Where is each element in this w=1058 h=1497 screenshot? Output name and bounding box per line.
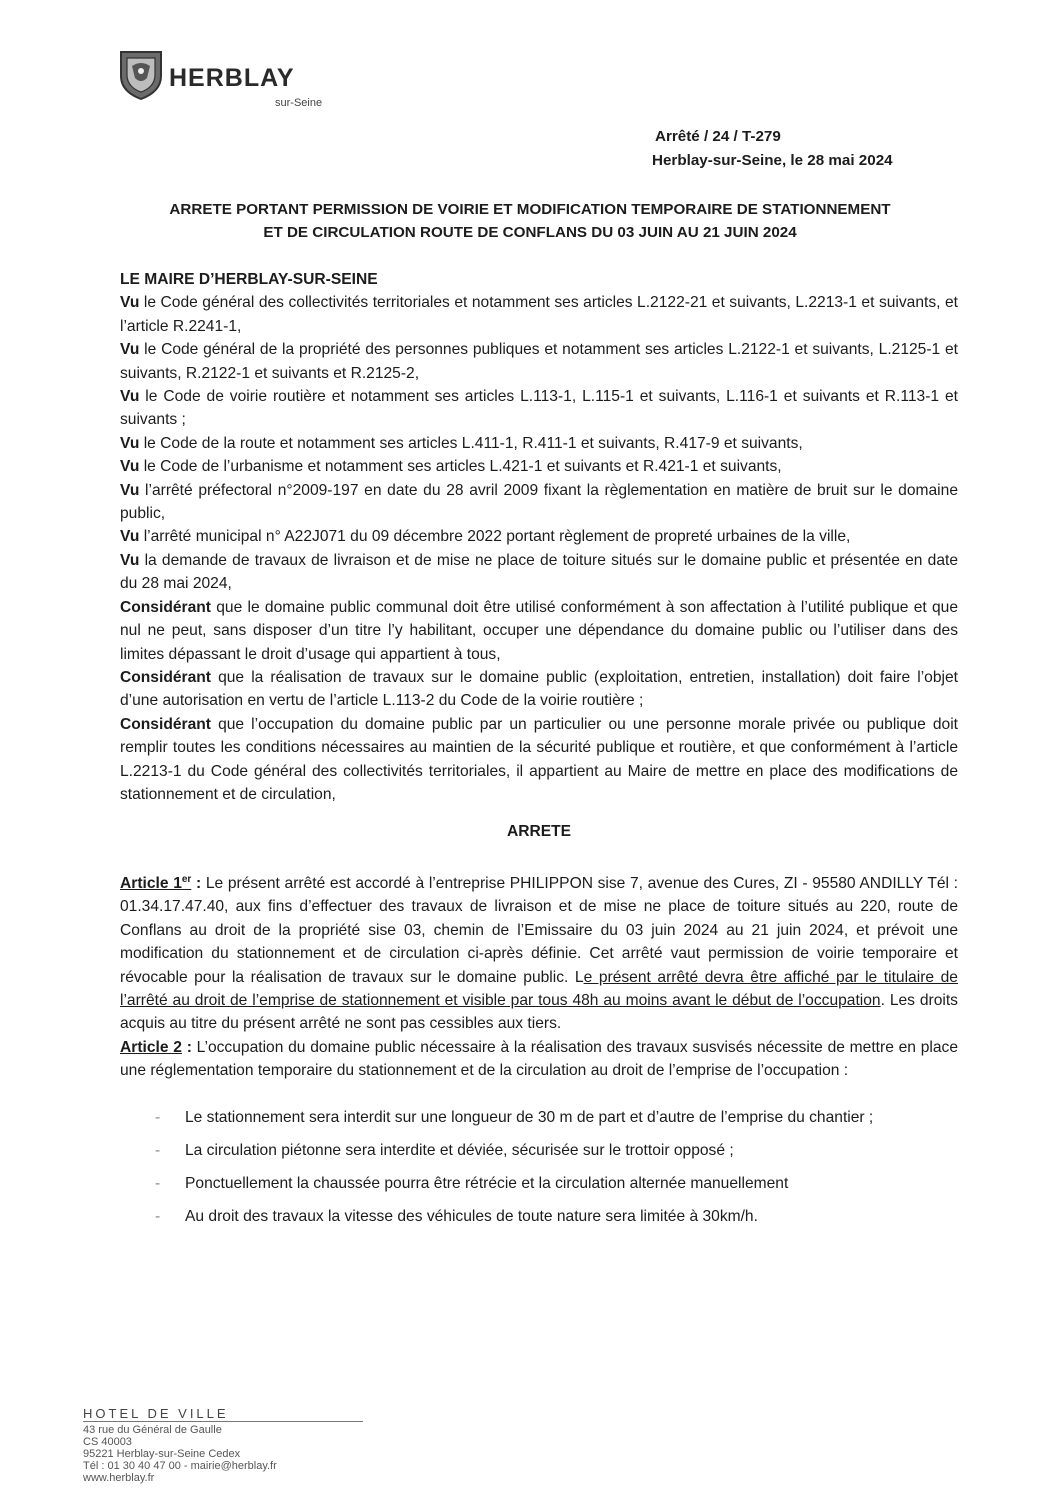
title-line-2: ET DE CIRCULATION ROUTE DE CONFLANS DU 03 JUIN AU 21 JUIN 2024 xyxy=(263,224,797,241)
clause-text: la demande de travaux de livraison et de mise ne place de toiture situés sur le domaine public et présentée en date du 28 mai 2024, xyxy=(120,551,958,593)
footer-line: 95221 Herblay-sur-Seine Cedex xyxy=(83,1448,241,1460)
clause-lead: Vu xyxy=(120,481,140,499)
list-item: - La circulation piétonne sera interdite et déviée, sécurisée sur le trottoir opposé ; xyxy=(120,1134,958,1167)
article-1-label: Article 1er xyxy=(120,873,192,892)
preamble-clause xyxy=(120,479,958,526)
footer-website: www.herblay.fr xyxy=(83,1472,155,1484)
clause-text: que la réalisation de travaux sur le domaine public (exploitation, entretien, installation) doit faire l’objet d’une autorisation en vertu de l’article L.113-2 du Code de la voirie routière ; xyxy=(120,668,958,710)
footer-address xyxy=(83,1408,403,1484)
logo-subtitle: sur-Seine xyxy=(275,97,323,109)
title-line-1: ARRETE PORTANT PERMISSION DE VOIRIE ET MODIFICATION TEMPORAIRE DE STATIONNEMENT xyxy=(169,201,891,218)
clause-text: le Code général des collectivités territoriales et notamment ses articles L.2122-21 et suivants, L.2213-1 et suivants, et l’article R.2241-1, xyxy=(120,294,958,335)
clause-text: le Code général de la propriété des personnes publiques et notamment ses articles L.2122-1 et suivants, L.2125-1 et suivants, R.2122-1 et suivants et R.2125-2, xyxy=(120,341,958,382)
clause-text: le Code de la route et notamment ses articles L.411-1, R.411-1 et suivants, R.417-9 et suivants, xyxy=(139,434,803,452)
preamble-clause xyxy=(120,549,958,596)
preamble-clause xyxy=(120,666,958,713)
footer-line: 43 rue du Général de Gaulle xyxy=(83,1424,222,1436)
preamble-clause xyxy=(120,596,958,666)
clause-lead: Vu xyxy=(120,388,140,406)
preamble xyxy=(120,291,958,806)
arrete-heading: ARRETE xyxy=(506,823,572,841)
clause-text: que l’occupation du domaine public par un particulier ou une personne morale privée ou publique doit remplir toutes les conditions nécessaires au maintien de la sécurité publique et routière, et que conformément à l’article L.2213-1 du Code général des collectivités territoriales, il appartient au Maire de mettre en place des modifications de stationnement et de circulation, xyxy=(120,715,958,803)
article-2-label: Article 2 xyxy=(120,1038,182,1056)
place-and-date: Herblay-sur-Seine, le 28 mai 2024 xyxy=(652,152,893,169)
decree-title xyxy=(110,198,950,244)
footer-phone-email: Tél : 01 30 40 47 00 - mairie@herblay.fr xyxy=(83,1460,277,1472)
preamble-clause xyxy=(120,525,958,548)
list-item: - Au droit des travaux la vitesse des véhicules de toute nature sera limitée à 30km/h. xyxy=(120,1200,958,1233)
article-2: Article 2 : L’occupation du domaine public nécessaire à la réalisation des travaux susvisés nécessite de mettre en place une réglementation temporaire du stationnement et de la circulation au droit de l’emprise de l’occupation : xyxy=(120,1038,958,1080)
clause-lead: Considérant xyxy=(120,598,211,616)
footer-title: HOTEL DE VILLE xyxy=(83,1408,363,1422)
preamble-clause xyxy=(120,338,958,385)
decree-body xyxy=(120,268,958,1233)
clause-lead: Vu xyxy=(120,434,140,452)
clause-text: l’arrêté municipal n° A22J071 du 09 décembre 2022 portant règlement de propreté urbaines de la ville, xyxy=(139,528,851,546)
preamble-clause xyxy=(120,291,958,338)
decree-number: Arrêté / 24 / T-279 xyxy=(655,128,781,145)
clause-text: l’arrêté préfectoral n°2009-197 en date du 28 avril 2009 fixant la règlementation en matière de bruit sur le domaine public, xyxy=(120,481,958,523)
preamble-clause xyxy=(120,385,958,432)
list-item: - Le stationnement sera interdit sur une longueur de 30 m de part et d’autre de l’emprise du chantier ; xyxy=(120,1101,958,1134)
clause-lead: Considérant xyxy=(120,715,211,733)
article-1: Article 1er : Le présent arrêté est accordé à l’entreprise PHILIPPON sise 7, avenue des Cures, ZI - 95580 ANDILLY Tél : 01.34.17.47.40, aux fins d’effectuer des travaux de livraison et de mise ne place de toiture situés au 220, route de Conflans au droit de la propriété sise 03, chemin de l’Emissaire du 03 juin 2024 au 21 juin 2024, et prévoit une modification du stationnement et de circulation ci-après définie. Cet arrêté vaut permission de voirie temporaire et révocable pour la réalisation de travaux sur le domaine public. Le présent arrêté devra être affiché par le titulaire de l’arrêté au droit de l’emprise de stationnement et visible par tous 48h au moins avant le début de l’occupation. Les droits acquis au titre du présent arrêté ne sont pas cessibles aux tiers. xyxy=(120,873,958,1033)
preamble-clause xyxy=(120,432,958,455)
mayor-heading: LE MAIRE D’HERBLAY-SUR-SEINE xyxy=(120,271,378,288)
city-crest-icon xyxy=(117,48,165,100)
clause-lead: Vu xyxy=(120,341,140,359)
clause-lead: Vu xyxy=(120,294,140,312)
preamble-clause xyxy=(120,455,958,478)
preamble-clause xyxy=(120,713,958,807)
clause-lead: Considérant xyxy=(120,668,211,686)
clause-text: le Code de voirie routière et notamment ses articles L.113-1, L.115-1 et suivants, L.116-1 et suivants et R.113-1 et suivants ; xyxy=(120,388,958,429)
clause-lead: Vu xyxy=(120,458,140,476)
list-item: - Ponctuellement la chaussée pourra être rétrécie et la circulation alternée manuellement xyxy=(120,1167,958,1200)
herblay-logo xyxy=(117,46,347,116)
clause-lead: Vu xyxy=(120,528,140,546)
clause-lead: Vu xyxy=(120,551,140,569)
clause-text: que le domaine public communal doit être utilisé conformément à son affectation à l’utilité publique et que nul ne peut, sans disposer d’un titre l’y habilitant, occuper une dépendance du domaine public ou l’utiliser dans des limites dépassant le droit d’usage qui appartient à tous, xyxy=(120,598,958,663)
clause-text: le Code de l’urbanisme et notamment ses articles L.421-1 et suivants et R.421-1 et suivants, xyxy=(139,458,782,476)
measures-list xyxy=(120,1101,958,1233)
footer-line: CS 40003 xyxy=(83,1436,132,1448)
posting-requirement: e présent arrêté devra être affiché par le titulaire de l’arrêté au droit de l’emprise de stationnement et visible par tous 48h au moins avant le début de l’occupation xyxy=(120,968,958,1009)
logo-name: HERBLAY xyxy=(169,64,295,92)
bleed-through-watermark xyxy=(735,62,945,102)
